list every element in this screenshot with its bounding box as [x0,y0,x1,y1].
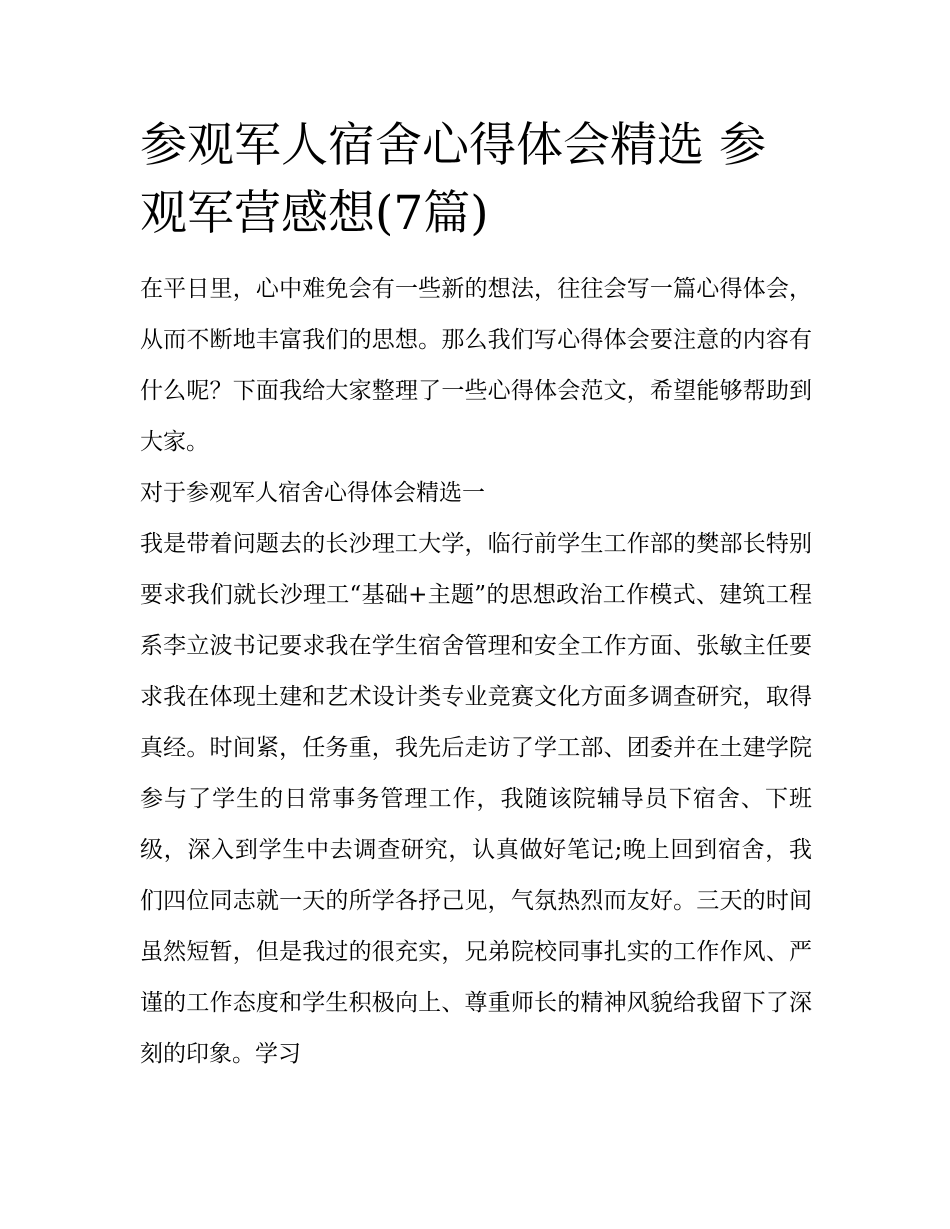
body-paragraph: 我是带着问题去的长沙理工大学，临行前学生工作部的樊部长特别要求我们就长沙理工“基础+主题”的思想政治工作模式、建筑工程系李立波书记要求我在学生宿舍管理和安全工作方面、张敏主任要求我在体现土建和艺术设计类专业竞赛文化方面多调查研究，取得真经。时间紧，任务重，我先后走访了学工部、团委并在土建学院参与了学生的日常事务管理工作，我随该院辅导员下宿舍、下班级，深入到学生中去调查研究，认真做好笔记;晚上回到宿舍，我们四位同志就一天的所学各抒己见，气氛热烈而友好。三天的时间虽然短暂，但是我过的很充实，兄弟院校同事扎实的工作作风、严谨的工作态度和学生积极向上、尊重师长的精神风貌给我留下了深刻的印象。学习 [140,531,812,1067]
document-content [140,112,812,1080]
document-title: 参观军人宿舍心得体会精选 参观军营感想(7篇) [140,118,766,241]
section-heading: 对于参观军人宿舍心得体会精选一 [140,480,485,506]
intro-paragraph: 在平日里，心中难免会有一些新的想法，往往会写一篇心得体会，从而不断地丰富我们的思想。那么我们写心得体会要注意的内容有什么呢？下面我给大家整理了一些心得体会范文，希望能够帮助到大家。 [140,276,812,455]
